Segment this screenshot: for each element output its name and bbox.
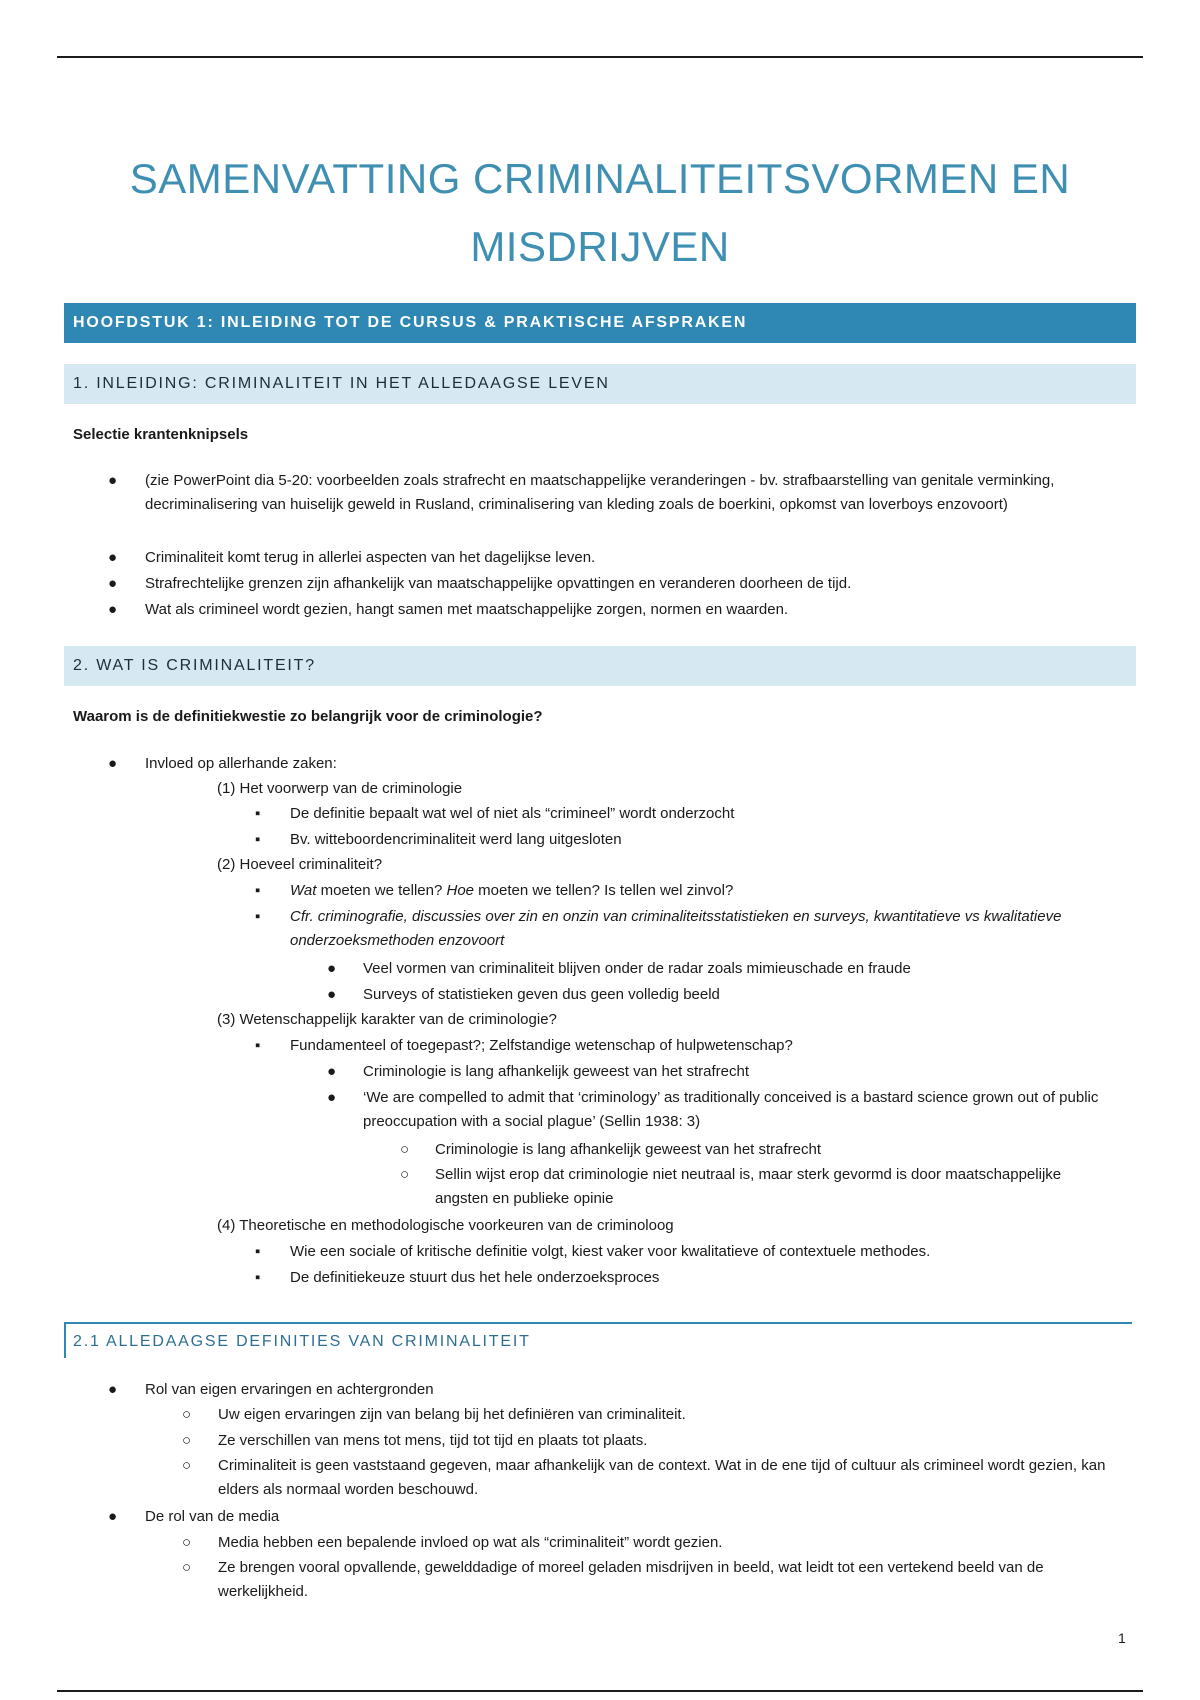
top-rule: [57, 56, 1143, 58]
circle-bullet-icon: ○: [182, 1457, 192, 1474]
square-bullet-icon: ▪: [255, 1243, 261, 1260]
bullet-icon: ●: [108, 755, 118, 772]
section-2-heading: 2. WAT IS CRIMINALITEIT?: [64, 646, 1136, 686]
list-item: Surveys of statistieken geven dus geen volledig beeld: [363, 986, 720, 1003]
document-title: [60, 145, 1140, 281]
list-item: Criminaliteit is geen vaststaand gegeven, maar afhankelijk van de context. Wat in de ene tijd of cultuur als crimineel wordt gezien, kan elders als normaal worden beschouwd.: [218, 1457, 1106, 1498]
list-item: Rol van eigen ervaringen en achtergronden: [145, 1381, 434, 1398]
list-item: Criminaliteit komt terug in allerlei aspecten van het dagelijkse leven.: [145, 549, 596, 566]
list-item: De definitie bepaalt wat wel of niet als “crimineel” wordt onderzocht: [290, 805, 735, 822]
list-item: Uw eigen ervaringen zijn van belang bij het definiëren van criminaliteit.: [218, 1406, 686, 1423]
circle-bullet-icon: ○: [400, 1166, 410, 1183]
list-item: Criminologie is lang afhankelijk geweest van het strafrecht: [363, 1063, 750, 1080]
list-item: (zie PowerPoint dia 5-20: voorbeelden zoals strafrecht en maatschappelijke veranderingen - bv. strafbaarstelling van genitale verminking, decriminalisering van huiselijk geweld in Rusland, criminalisering van kleding zoals de boerkini, opkomst van loverboys enzovoort): [145, 472, 1055, 513]
list-item: Bv. witteboordencriminaliteit werd lang uitgesloten: [290, 831, 622, 848]
list-item-text: moeten we tellen?: [316, 882, 447, 899]
list-item: Veel vormen van criminaliteit blijven onder de radar zoals mimieuschade en fraude: [363, 960, 911, 977]
list-item: Sellin wijst erop dat criminologie niet neutraal is, maar sterk gevormd is door maatschappelijke angsten en publieke opinie: [435, 1166, 1062, 1207]
list-item: Strafrechtelijke grenzen zijn afhankelijk van maatschappelijke opvattingen en veranderen doorheen de tijd.: [145, 575, 852, 592]
square-bullet-icon: ▪: [255, 805, 261, 822]
list-item-emphasis: Hoe: [446, 882, 475, 899]
list-item: [290, 879, 733, 903]
list-item: Ze verschillen van mens tot mens, tijd tot tijd en plaats tot plaats.: [218, 1432, 648, 1449]
circle-bullet-icon: ○: [182, 1534, 192, 1551]
list-item: Ze brengen vooral opvallende, gewelddadige of moreel geladen misdrijven in beeld, wat leidt tot een vertekend beeld van de werkelijkheid.: [218, 1559, 1044, 1600]
bullet-icon: ●: [108, 575, 118, 592]
bullet-icon: ●: [108, 601, 118, 618]
circle-bullet-icon: ○: [400, 1141, 410, 1158]
list-item: Criminologie is lang afhankelijk geweest van het strafrecht: [435, 1141, 822, 1158]
page-number: 1: [1118, 1630, 1126, 1646]
square-bullet-icon: ▪: [255, 1269, 261, 1286]
list-item: Wie een sociale of kritische definitie volgt, kiest vaker voor kwalitatieve of contextuele methodes.: [290, 1243, 931, 1260]
title-line-2: MISDRIJVEN: [470, 223, 730, 270]
list-item-emphasis: Wat: [290, 882, 317, 899]
bullet-icon: ●: [327, 1089, 337, 1106]
list-item: Wat als crimineel wordt gezien, hangt samen met maatschappelijke zorgen, normen en waarden.: [145, 601, 789, 618]
list-item: ‘We are compelled to admit that ‘criminology’ as traditionally conceived is a bastard science grown out of public preoccupation with a social plague’ (Sellin 1938: 3): [363, 1089, 1099, 1130]
circle-bullet-icon: ○: [182, 1432, 192, 1449]
list-item: Cfr. criminografie, discussies over zin en onzin van criminaliteitsstatistieken en surveys, kwantitatieve vs kwalitatieve onderzoeksmethoden enzovoort: [290, 908, 1062, 949]
list-item: (2) Hoeveel criminaliteit?: [217, 856, 383, 873]
list-item: De definitiekeuze stuurt dus het hele onderzoeksproces: [290, 1269, 660, 1286]
bottom-rule: [57, 1690, 1143, 1692]
bullet-icon: ●: [327, 960, 337, 977]
list-item: (3) Wetenschappelijk karakter van de criminologie?: [217, 1011, 557, 1028]
section-2-1-heading: 2.1 ALLEDAAGSE DEFINITIES VAN CRIMINALITEIT: [64, 1322, 1132, 1358]
chapter-heading: HOOFDSTUK 1: INLEIDING TOT DE CURSUS & PRAKTISCHE AFSPRAKEN: [64, 303, 1136, 343]
square-bullet-icon: ▪: [255, 1037, 261, 1054]
circle-bullet-icon: ○: [182, 1559, 192, 1576]
list-item: (4) Theoretische en methodologische voorkeuren van de criminoloog: [217, 1217, 674, 1234]
square-bullet-icon: ▪: [255, 882, 261, 899]
square-bullet-icon: ▪: [255, 908, 261, 925]
bullet-icon: ●: [327, 986, 337, 1003]
bullet-icon: ●: [327, 1063, 337, 1080]
title-line-1: SAMENVATTING CRIMINALITEITSVORMEN EN: [129, 155, 1071, 202]
circle-bullet-icon: ○: [182, 1406, 192, 1423]
list-item-text: moeten we tellen? Is tellen wel zinvol?: [474, 882, 734, 899]
list-item: Fundamenteel of toegepast?; Zelfstandige wetenschap of hulpwetenschap?: [290, 1037, 793, 1054]
list-item: Media hebben een bepalende invloed op wat als “criminaliteit” wordt gezien.: [218, 1534, 723, 1551]
square-bullet-icon: ▪: [255, 831, 261, 848]
list-item: Invloed op allerhande zaken:: [145, 755, 337, 772]
bullet-icon: ●: [108, 1381, 118, 1398]
list-item: De rol van de media: [145, 1508, 280, 1525]
bullet-icon: ●: [108, 549, 118, 566]
bullet-icon: ●: [108, 1508, 118, 1525]
section-2-question: Waarom is de definitiekwestie zo belangrijk voor de criminologie?: [73, 708, 543, 725]
section-1-heading: 1. INLEIDING: CRIMINALITEIT IN HET ALLEDAAGSE LEVEN: [64, 364, 1136, 404]
section-1-label: Selectie krantenknipsels: [73, 426, 249, 443]
bullet-icon: ●: [108, 472, 118, 489]
list-item: (1) Het voorwerp van de criminologie: [217, 780, 463, 797]
